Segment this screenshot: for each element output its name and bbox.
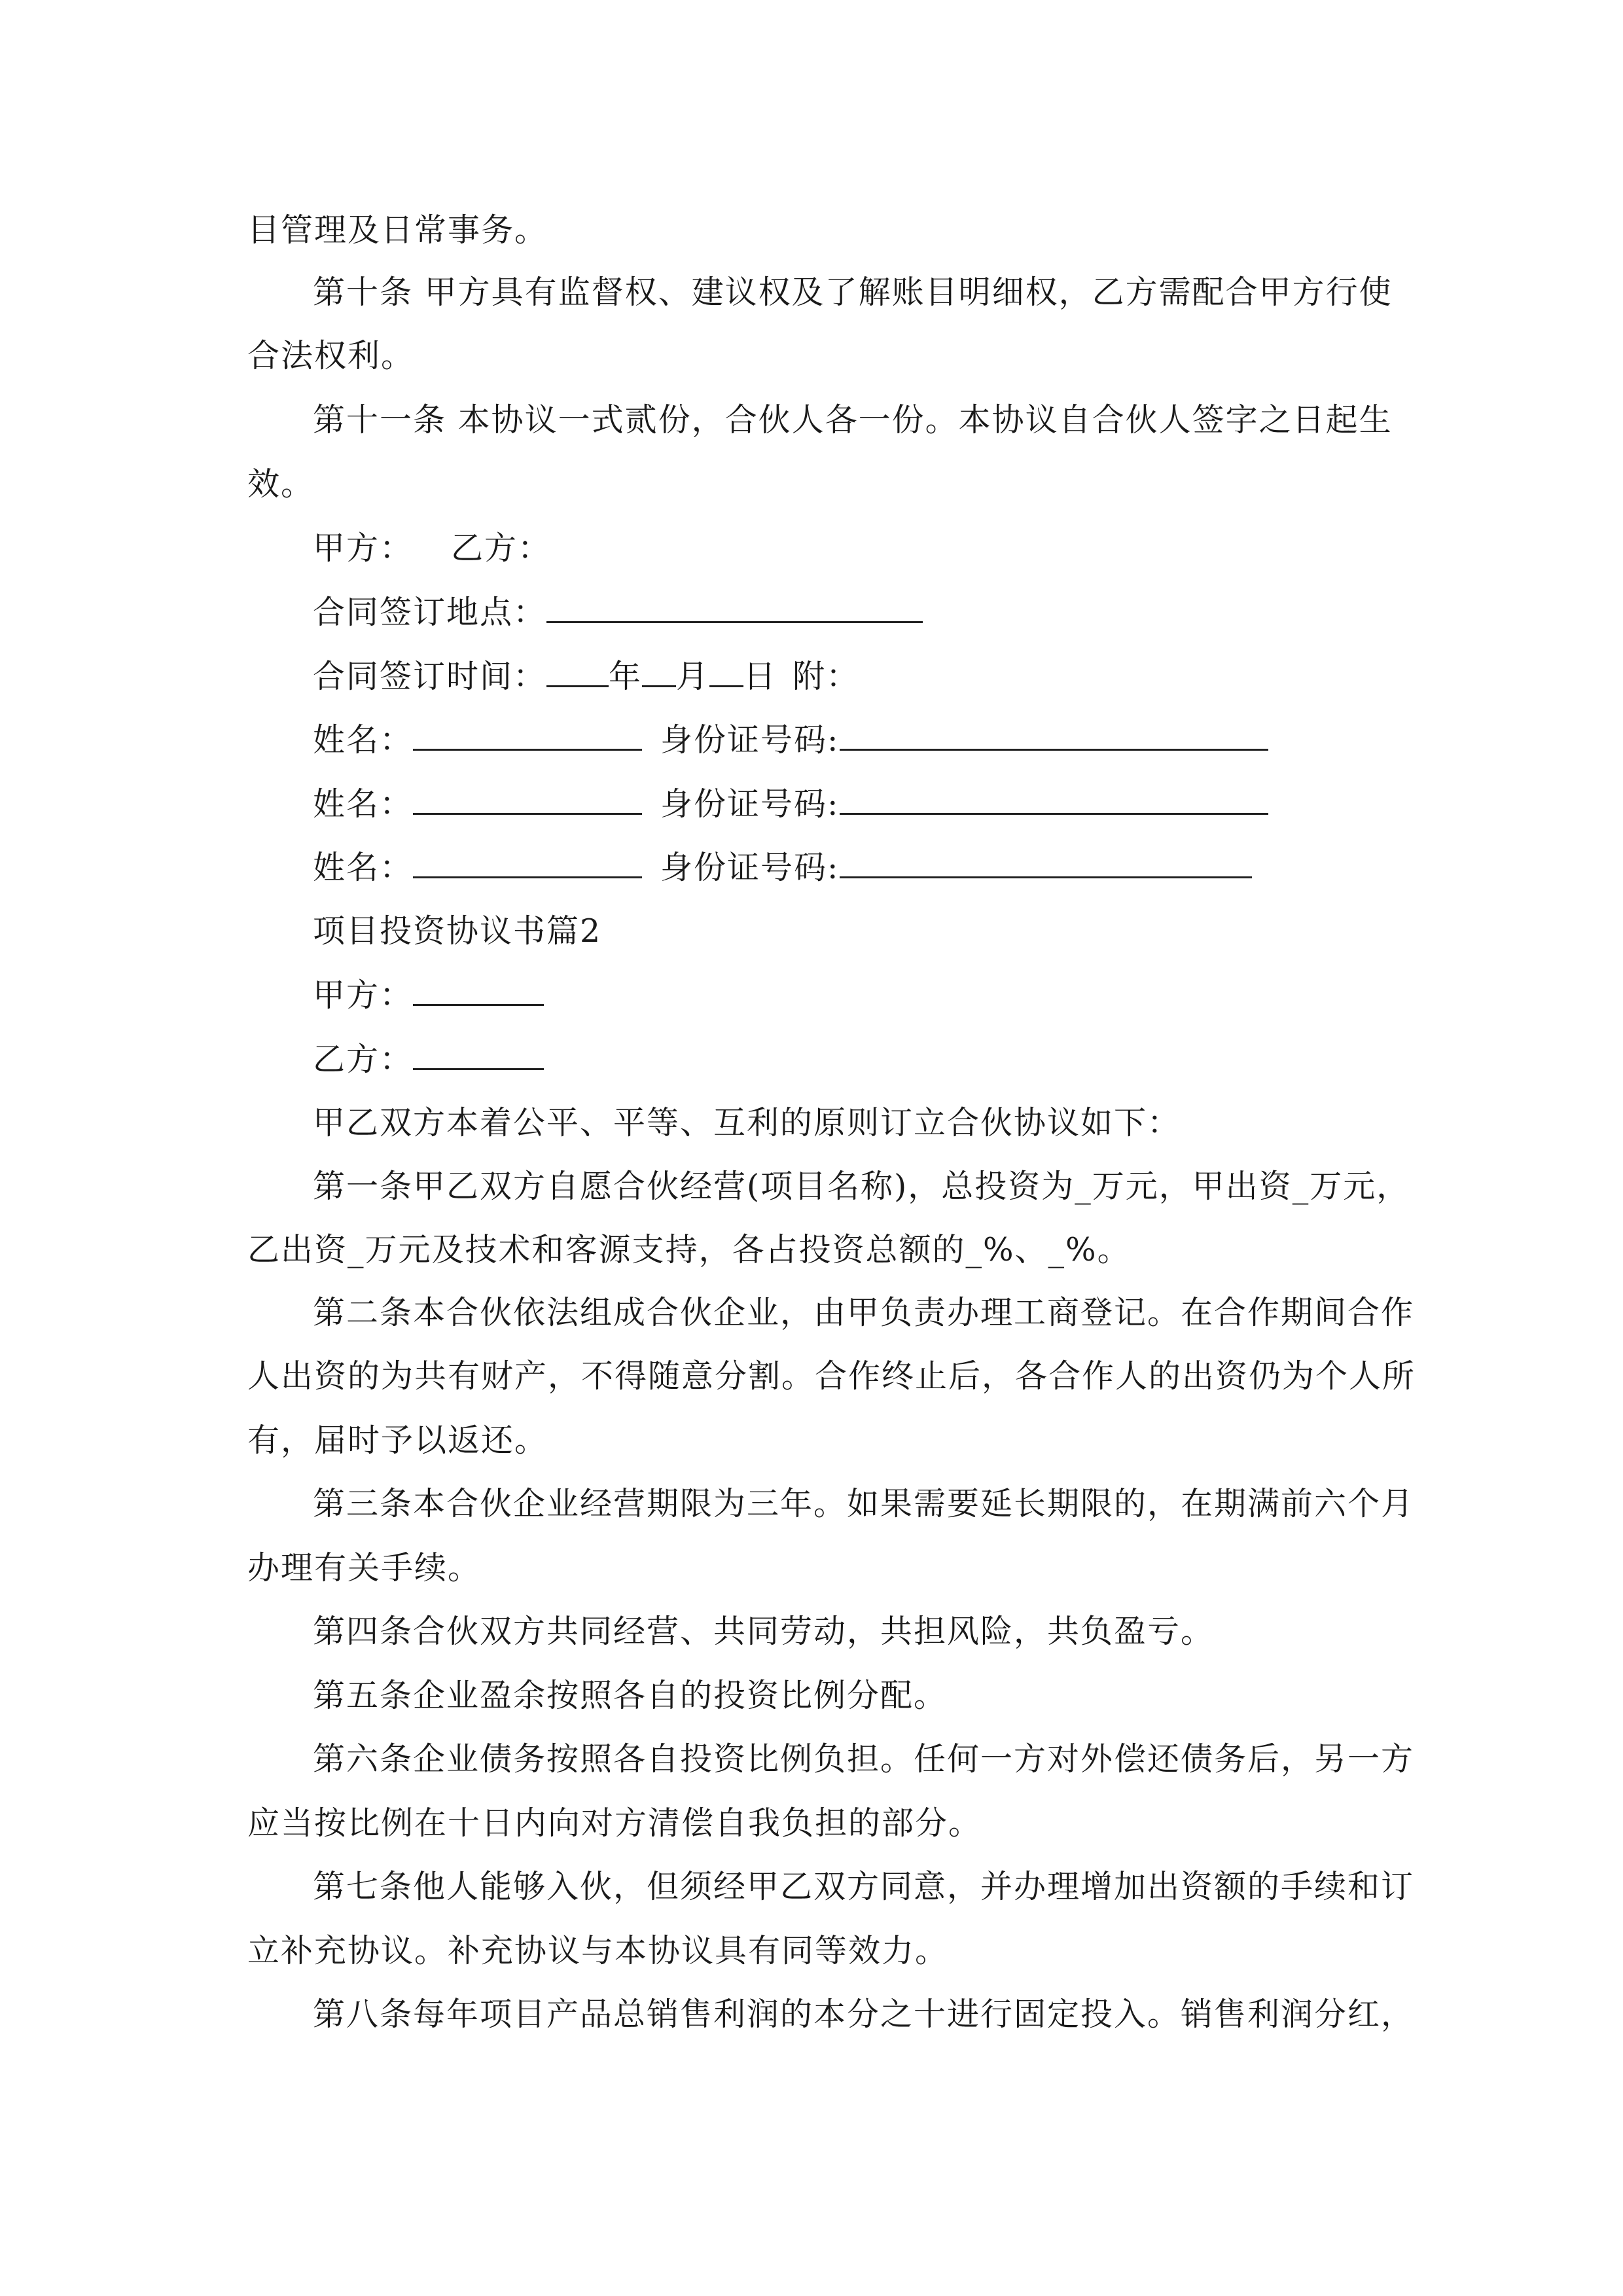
name-blank: [413, 720, 642, 751]
p2-article-1-line-1: 第一条甲乙双方自愿合伙经营(项目名称)，总投资为_万元，甲出资_万元，: [313, 1168, 1410, 1205]
month-blank: [642, 656, 676, 687]
article-9-tail: 目管理及日常事务。: [247, 211, 548, 249]
sign-time-label: 合同签订时间：: [313, 658, 547, 695]
p2-party-a-row: [313, 975, 544, 1015]
p2-article-5: 第五条企业盈余按照各自的投资比例分配。: [313, 1677, 948, 1714]
id-label: 身份证号码:: [660, 785, 840, 823]
article-11-line-1: 第十一条 本协议一式贰份，合伙人各一份。本协议自合伙人签字之日起生: [313, 401, 1393, 439]
name-label: 姓名：: [313, 849, 414, 886]
name-blank: [413, 848, 642, 878]
month-label: 月: [676, 658, 710, 695]
sign-place-blank: [546, 592, 923, 623]
year-blank: [546, 656, 609, 687]
p2-article-2-line-2: 人出资的为共有财产，不得随意分割。合作终止后，各合作人的出资仍为个人所: [247, 1357, 1416, 1395]
section-2-title: 项目投资协议书篇2: [313, 912, 602, 950]
sign-place-row: [313, 592, 923, 632]
p2-article-3-line-2: 办理有关手续。: [247, 1549, 482, 1587]
name-label: 姓名：: [313, 785, 414, 823]
party-b-label: 乙方：: [313, 1041, 414, 1078]
party-b-blank: [413, 1039, 544, 1070]
p2-article-7-line-2: 立补充协议。补充协议与本协议具有同等效力。: [247, 1932, 949, 1969]
p2-article-2-line-3: 有，届时予以返还。: [247, 1422, 548, 1459]
id-blank: [840, 784, 1268, 815]
p2-article-6-line-2: 应当按比例在十日内向对方清偿自我负担的部分。: [247, 1804, 982, 1842]
article-11-line-2: 效。: [247, 465, 315, 503]
day-blank: [709, 656, 743, 687]
name-label: 姓名：: [313, 721, 414, 759]
sign-place-label: 合同签订地点：: [313, 594, 547, 631]
article-10-line-1: 第十条 甲方具有监督权、建议权及了解账目明细权，乙方需配合甲方行使: [313, 274, 1393, 311]
id-label: 身份证号码:: [660, 849, 840, 886]
id-label: 身份证号码:: [660, 721, 840, 759]
name-blank: [413, 784, 642, 815]
attach-label: 附：: [793, 658, 860, 695]
p2-intro: 甲乙双方本着公平、平等、互利的原则订立合伙协议如下：: [313, 1104, 1181, 1141]
p2-article-7-line-1: 第七条他人能够入伙，但须经甲乙双方同意，并办理增加出资额的手续和订: [313, 1868, 1415, 1905]
party-a-label: 甲方：: [313, 529, 414, 567]
id-blank: [840, 720, 1268, 751]
p2-article-3-line-1: 第三条本合伙企业经营期限为三年。如果需要延长期限的，在期满前六个月: [313, 1485, 1415, 1522]
party-a-label: 甲方：: [313, 977, 414, 1014]
p2-article-2-line-1: 第二条本合伙依法组成合伙企业，由甲负责办理工商登记。在合作期间合作: [313, 1294, 1415, 1331]
p2-article-6-line-1: 第六条企业债务按照各自投资比例负担。任何一方对外偿还债务后，另一方: [313, 1740, 1415, 1778]
signer-row-2: [313, 784, 1268, 824]
sign-time-row: [313, 656, 859, 696]
p2-article-8-line-1: 第八条每年项目产品总销售利润的本分之十进行固定投入。销售利润分红，: [313, 1996, 1415, 2033]
p2-article-1-line-2: 乙出资_万元及技术和客源支持，各占投资总额的_%、_%。: [247, 1231, 1131, 1268]
year-label: 年: [609, 658, 643, 695]
party-b-label: 乙方：: [451, 529, 552, 567]
p2-party-b-row: [313, 1039, 544, 1079]
day-label: 日: [743, 658, 777, 695]
signer-row-1: [313, 720, 1268, 760]
id-blank: [840, 848, 1252, 878]
p2-article-4: 第四条合伙双方共同经营、共同劳动，共担风险，共负盈亏。: [313, 1613, 1215, 1650]
article-10-line-2: 合法权利。: [247, 337, 415, 374]
party-a-blank: [413, 975, 544, 1006]
signature-parties: [313, 529, 551, 568]
signer-row-3: [313, 848, 1252, 888]
